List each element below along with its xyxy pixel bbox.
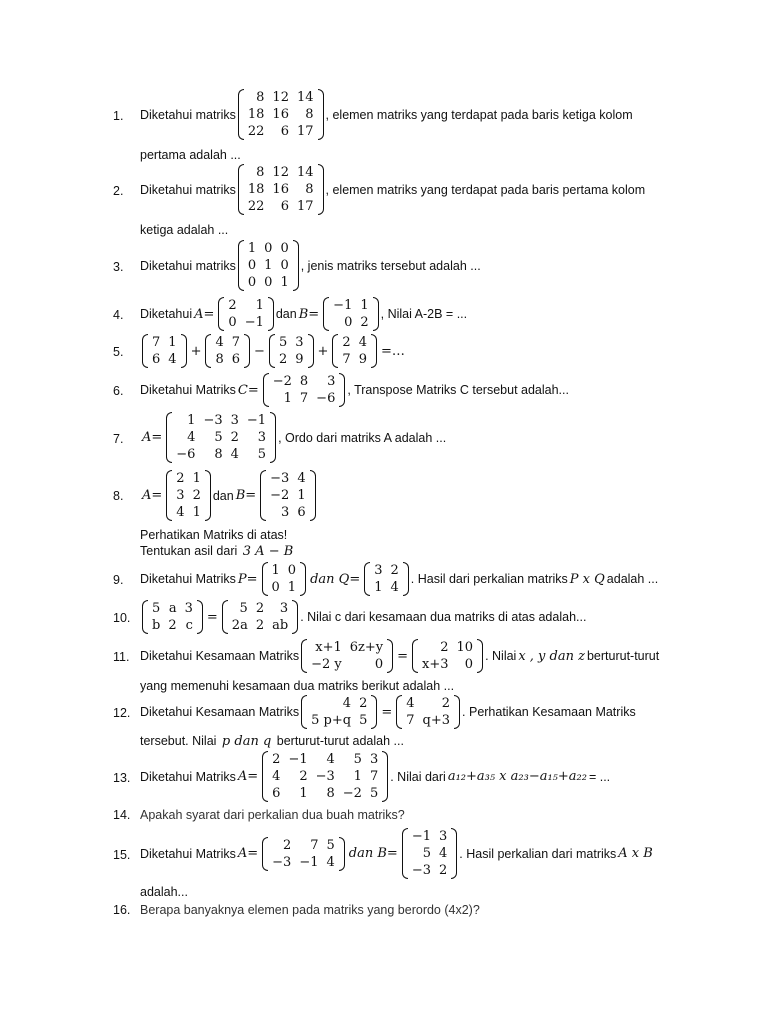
matrix-cell: −1 [246,413,267,428]
right-paren [451,828,457,879]
q1-row [140,89,633,140]
matrix-cell: 14 [296,165,314,180]
matrix-cell: 2 [176,471,185,486]
matrix-cell: 0 [344,315,353,330]
matrix-cell: 2 [440,640,449,655]
matrix-cell: 7 [231,335,241,350]
matrix-cell: 2 [255,601,265,616]
q5-op-3: + [317,343,329,359]
q4-a-label: A= [194,306,215,322]
matrix-cell: 7 [406,713,415,728]
right-paren [454,695,460,729]
q12-row [140,695,636,729]
matrix-cell: 1 [255,298,264,313]
q13-a-label: A= [237,769,259,784]
right-paren [371,334,377,368]
q7-a-label: A= [142,430,163,445]
matrix-cell: 6 [280,199,289,214]
q10-number: 10. [113,611,131,625]
matrix-cell: 1 [374,580,383,595]
q8-task [140,544,295,559]
q15-matrix-a [262,837,345,871]
q11-matrix-left [301,639,393,673]
matrix-cell: 4 [358,335,367,350]
right-paren [308,334,314,368]
q11-vars: x , y dan z [518,648,585,664]
q3-number: 3. [113,260,124,274]
matrix-cell: 1 [287,580,297,595]
q8-number: 8. [113,489,124,503]
matrix-cell: 18 [247,107,265,122]
matrix-cell: 6 [152,352,161,367]
matrix-cell: 1 [264,258,273,273]
matrix-cell: 8 [256,165,265,180]
q9-suffix: . Hasil dari perkalian matriks [410,572,568,586]
q15-a-label: A= [237,846,259,861]
matrix-cell: −1 [288,752,308,767]
matrix-cell: 1 [247,241,257,256]
q10-suffix: . Nilai c dari kesamaan dua matriks di atas adalah... [300,610,587,624]
q12-matrix-left [301,695,377,729]
q14-text: Apakah syarat dari perkalian dua buah matriks? [140,808,405,822]
matrix-cell: 5 [257,447,267,462]
matrix-cell: 1 [360,298,369,313]
matrix-cell: 0 [264,275,273,290]
q15-b-label: dan B= [348,846,398,861]
matrix-cell: 16 [272,182,289,197]
q1-suffix: , elemen matriks yang terdapat pada baris ketiga kolom [325,107,633,122]
q15-matrix-b [402,828,457,879]
matrix-cell: 3 [374,563,383,578]
right-paren [292,600,298,634]
right-paren [181,334,187,368]
matrix-cell: −1 [299,854,319,870]
q7-row [140,412,446,463]
q11-number: 11. [113,650,130,664]
q9-q-label: dan Q= [310,571,361,587]
q3-row [140,240,481,291]
matrix-cell: 2 [255,618,265,633]
matrix-cell: 6 [280,124,289,139]
q8-row [140,470,318,521]
matrix-cell: 5 [278,335,288,350]
matrix-cell: 5 p+q [311,713,352,728]
matrix-cell: 2 [278,352,288,367]
matrix-cell: 2 [390,563,399,578]
matrix-cell: 1 [192,471,201,486]
right-paren [268,297,274,331]
q5-number: 5. [113,345,124,359]
matrix-cell: 9 [358,352,367,367]
q3-suffix: , jenis matriks tersebut adalah ... [300,258,481,273]
matrix-cell: x+1 [315,640,342,655]
q16-text: Berapa banyaknya elemen pada matriks yang berordo (4x2)? [140,903,480,917]
q4-dan: dan [275,307,297,321]
matrix-cell: −3 [270,471,290,486]
matrix-cell: 0 [247,275,257,290]
matrix-cell: 12 [272,165,289,180]
matrix-cell: 9 [295,352,304,367]
q5-matrix-3 [269,334,314,368]
matrix-cell: 1 [271,563,280,578]
matrix-cell: 18 [247,182,265,197]
right-paren [339,373,345,407]
matrix-cell: 5 [353,752,362,767]
matrix-cell: 3 [184,601,193,616]
matrix-cell: 3 [279,601,289,616]
matrix-cell: −3 [315,769,335,784]
matrix-cell: 4 [390,580,399,595]
right-paren [373,297,379,331]
q6-number: 6. [113,384,124,398]
q2-prefix: Diketahui matriks [140,182,236,197]
right-paren [300,562,306,596]
matrix-cell: 16 [272,107,289,122]
q13-matrix-a [262,751,388,802]
q15-prefix: Diketahui Matriks [140,846,236,861]
matrix-cell: 22 [247,199,265,214]
matrix-cell: 12 [272,90,289,105]
matrix-cell: 0 [271,580,280,595]
q5-equals: =… [380,343,405,359]
q3-prefix: Diketahui matriks [140,258,236,273]
right-paren [244,334,250,368]
q9-pxq: P x Q [569,571,605,587]
q7-suffix: , Ordo dari matriks A adalah ... [278,430,447,445]
matrix-cell: 2 [192,488,201,503]
q14-number: 14. [113,808,131,822]
matrix-cell: x+3 [422,657,449,672]
matrix-cell: c [185,618,193,633]
matrix-cell: −6 [316,391,336,406]
matrix-cell: 2 [438,863,448,878]
q12-continuation [140,734,404,749]
matrix-cell: 8 [305,182,314,197]
q9-matrix-p [262,562,307,596]
q4-suffix: , Nilai A-2B = ... [380,307,468,321]
matrix-cell: 6 [297,505,306,520]
matrix-cell: 0 [280,258,289,273]
q12-matrix-right [396,695,460,729]
q8-dan: dan [212,488,234,503]
q12-equals: = [381,704,393,720]
q1-matrix [238,89,324,140]
q15-row [140,828,655,879]
matrix-cell: 5 [152,601,161,616]
q13-row [140,751,610,802]
matrix-cell: 2 [168,618,177,633]
matrix-cell: 2a [231,618,248,633]
right-paren [197,600,203,634]
right-paren [310,470,316,521]
matrix-cell: −3 [203,413,223,428]
q4-matrix-a [218,297,273,331]
matrix-cell: −3 [411,863,431,878]
q12-prefix: Diketahui Kesamaan Matriks [140,705,300,719]
q9-p-label: P= [237,571,258,587]
matrix-cell: 6z+y [349,640,384,655]
matrix-cell: 1 [168,335,177,350]
matrix-cell: 0 [228,315,237,330]
q10-equals: = [206,609,218,625]
q11-row [140,639,659,673]
matrix-cell: 4 [176,505,185,520]
q2-matrix [238,164,324,215]
matrix-cell: −2 y [311,657,342,672]
matrix-cell: 10 [456,640,474,655]
matrix-cell: 3 [176,488,185,503]
q10-matrix-right [222,600,298,634]
matrix-cell: 2 [299,769,308,784]
matrix-cell: 4 [406,696,415,711]
q5-matrix-4 [332,334,377,368]
right-paren [387,639,393,673]
q13-tail: = ... [588,769,611,784]
matrix-cell: 4 [215,335,224,350]
matrix-cell: 0 [247,258,257,273]
matrix-cell: 7 [152,335,161,350]
matrix-cell: −2 [342,786,362,801]
matrix-cell: 0 [374,657,384,672]
matrix-cell: 14 [296,90,314,105]
matrix-cell: 8 [305,107,314,122]
matrix-cell: 4 [326,752,335,767]
q4-b-label: B= [298,306,320,322]
q4-row [140,297,467,331]
right-paren [293,240,299,291]
matrix-cell: 3 [327,374,336,389]
q5-op-1: + [190,343,202,359]
matrix-cell: 8 [326,786,335,801]
right-paren [371,695,377,729]
q16-number: 16. [113,903,131,917]
matrix-cell: 2 [272,752,281,767]
matrix-cell: a [168,601,177,616]
q2-continuation: ketiga adalah ... [140,223,229,237]
q8-matrix-a [166,470,211,521]
right-paren [403,562,409,596]
q15-axb: A x B [618,846,653,861]
q13-number: 13. [113,771,131,785]
q5-row [140,334,407,368]
matrix-cell: 4 [438,846,448,861]
right-paren [270,412,276,463]
q9-number: 9. [113,573,124,587]
matrix-cell: −1 [244,315,264,330]
q2-row [140,164,645,215]
matrix-cell: 5 [422,846,431,861]
matrix-cell: 5 [369,786,379,801]
q11-suffix: . Nilai [485,649,517,663]
matrix-cell: 8 [299,374,309,389]
q6-suffix: , Transpose Matriks C tersebut adalah... [347,383,569,397]
q8-a-label: A= [142,488,163,503]
q15-number: 15. [113,848,131,862]
q7-number: 7. [113,432,124,446]
matrix-cell: 1 [353,769,362,784]
matrix-cell: −3 [272,854,292,870]
matrix-cell: 22 [247,124,265,139]
q1-number: 1. [113,109,124,123]
q8-task-prefix: Tentukan asil dari [140,544,238,558]
matrix-cell: 6 [231,352,241,367]
q12-vars: p dan q [221,734,272,749]
right-paren [318,164,324,215]
q10-matrix-left [142,600,203,634]
matrix-cell: 4 [342,696,352,711]
q9-prefix: Diketahui Matriks [140,572,236,586]
matrix-cell: 5 [214,430,223,445]
matrix-cell: 0 [287,563,297,578]
q8-expression: 3 A − B [242,544,294,559]
q15-continuation: adalah... [140,885,188,899]
matrix-cell: 7 [299,391,309,406]
q12-number: 12. [113,706,131,720]
q15-suffix: . Hasil perkalian dari matriks [459,846,617,861]
matrix-cell: b [152,618,161,633]
matrix-cell: 0 [264,241,273,256]
right-paren [382,751,388,802]
q5-op-2: − [254,343,265,359]
right-paren [477,639,483,673]
q2-number: 2. [113,184,124,198]
q6-row [140,373,569,407]
matrix-cell: 4 [230,447,239,462]
matrix-cell: 3 [438,829,448,844]
matrix-cell: 4 [272,769,281,784]
q9-row [140,562,658,596]
q11-tail: berturut-turut [586,649,660,663]
q10-row [140,600,586,634]
q2-suffix: , elemen matriks yang terdapat pada baris pertama kolom [325,182,646,197]
matrix-cell: 3 [295,335,304,350]
matrix-cell: 4 [187,430,196,445]
matrix-cell: 2 [228,298,237,313]
matrix-cell: 3 [257,430,267,445]
q6-c-label: C= [237,382,259,398]
matrix-cell: 3 [230,413,239,428]
q6-matrix-c [263,373,346,407]
matrix-cell: 2 [360,315,369,330]
matrix-cell: 1 [299,786,308,801]
matrix-cell: 5 [239,601,248,616]
q8-instruction: Perhatikan Matriks di atas! [140,528,288,542]
matrix-cell: 4 [168,352,177,367]
matrix-cell: 1 [297,488,306,503]
matrix-cell: 3 [281,505,290,520]
matrix-cell: −1 [333,298,353,313]
q11-continuation: yang memenuhi kesamaan dua matriks berikut adalah ... [140,679,455,693]
matrix-cell: 0 [464,657,474,672]
matrix-cell: 2 [441,696,451,711]
right-paren [339,837,345,871]
matrix-cell: 8 [256,90,265,105]
matrix-cell: 2 [230,430,239,445]
q1-continuation: pertama adalah ... [140,148,241,162]
matrix-cell: 1 [283,391,292,406]
matrix-cell: 8 [215,352,224,367]
right-paren [318,89,324,140]
matrix-cell: 4 [326,854,335,870]
q5-matrix-2 [205,334,250,368]
q4-matrix-b [323,297,378,331]
q1-prefix: Diketahui matriks [140,107,236,122]
q9-tail: adalah ... [606,572,659,586]
matrix-cell: 1 [187,413,196,428]
q7-matrix-a [166,412,276,463]
q6-prefix: Diketahui Matriks [140,383,236,397]
matrix-cell: 1 [280,275,289,290]
matrix-cell: −2 [272,374,292,389]
matrix-cell: 7 [310,837,319,853]
matrix-cell: 5 [326,837,335,853]
q5-matrix-1 [142,334,187,368]
q13-prefix: Diketahui Matriks [140,769,236,784]
matrix-cell: 2 [342,335,351,350]
matrix-cell: 17 [296,199,314,214]
q13-suffix: . Nilai dari [390,769,446,784]
matrix-cell: 3 [369,752,379,767]
matrix-cell: 8 [214,447,223,462]
q12-cont-prefix: tersebut. Nilai [140,734,217,748]
matrix-cell: −6 [176,447,196,462]
matrix-cell: 4 [297,471,306,486]
q8-matrix-b [260,470,315,521]
matrix-cell: 7 [369,769,379,784]
matrix-cell: 2 [283,837,292,853]
matrix-cell: ab [272,618,289,633]
q12-cont-suffix: berturut-turut adalah ... [276,734,404,748]
q11-matrix-right [412,639,483,673]
right-paren [205,470,211,521]
matrix-cell: −1 [411,829,431,844]
matrix-cell: 1 [192,505,201,520]
q11-prefix: Diketahui Kesamaan Matriks [140,649,300,663]
matrix-cell: −2 [270,488,290,503]
q9-matrix-q [364,562,409,596]
matrix-cell: 5 [359,713,368,728]
q4-prefix: Diketahui [140,307,193,321]
matrix-cell: 7 [342,352,351,367]
q12-suffix: . Perhatikan Kesamaan Matriks [462,705,636,719]
matrix-cell: 0 [280,241,289,256]
matrix-cell: 6 [272,786,281,801]
matrix-cell: q+3 [422,713,451,728]
q3-matrix [238,240,299,291]
matrix-cell: 17 [296,124,314,139]
q8-b-label: B= [235,488,257,503]
q4-number: 4. [113,308,124,322]
matrix-cell: 2 [359,696,368,711]
q11-equals: = [397,648,409,664]
q13-expression: a₁₂+a₃₅ x a₂₃−a₁₅+a₂₂ [447,769,587,784]
